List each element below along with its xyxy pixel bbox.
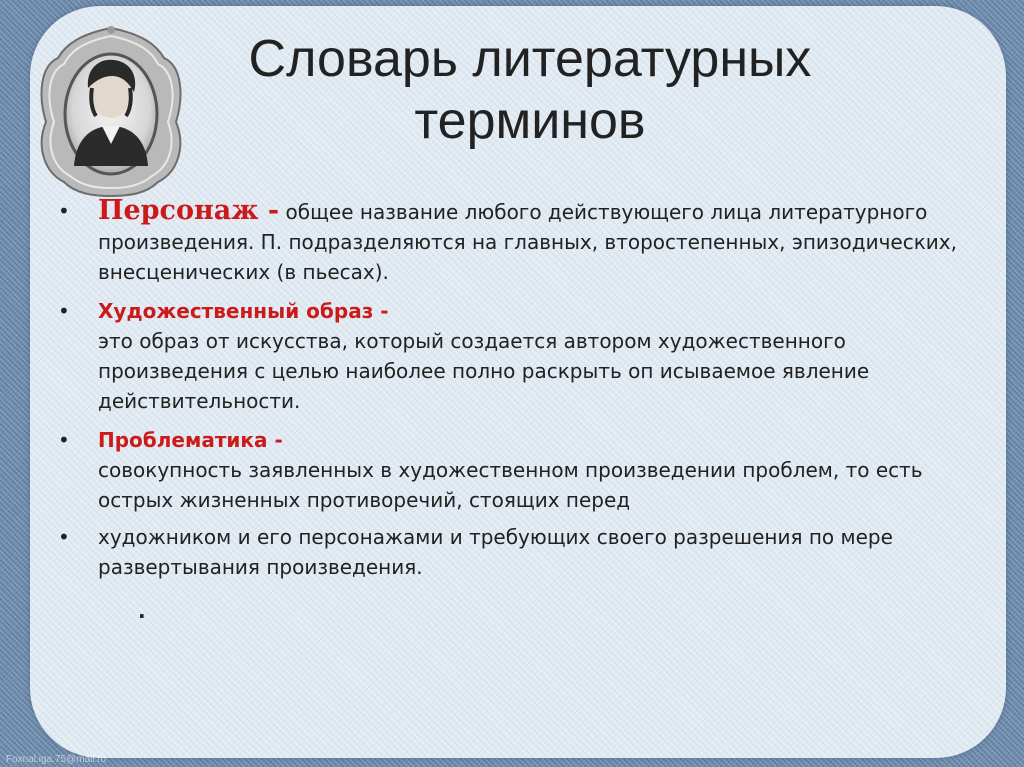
definition-continuation: художником и его персонажами и требующих своего разрешения по мере развертывания произведения. [98, 525, 893, 579]
term-list [58, 196, 978, 626]
list-item-obraz [58, 296, 978, 416]
trailing-dot-text: . [138, 599, 146, 623]
term-obraz: Художественный образ - [98, 299, 389, 323]
list-item-problematika [58, 425, 978, 515]
bullet: • [58, 428, 70, 452]
term-problematika: Проблематика - [98, 428, 283, 452]
bullet: • [58, 525, 70, 549]
list-item-continuation [58, 522, 978, 582]
bullet: • [58, 299, 70, 323]
watermark: Foxnal.iga.75@mail.ru [6, 754, 107, 765]
trailing-dot [58, 596, 978, 626]
list-item-personazh [58, 196, 978, 287]
definition-problematika: совокупность заявленных в художественном произведении проблем, то есть острых жизненных противоречий, стоящих перед [98, 458, 923, 512]
bullet: • [58, 199, 70, 223]
definition-obraz: это образ от искусства, который создается автором художественного произведения с целью наиболее полно раскрыть оп исываемое явление действительности. [98, 329, 870, 413]
term-personazh: Персонаж - [98, 195, 280, 226]
definition-personazh: общее название любого действующего лица литературного произведения. П. подразделяются на главных, второстепенных, эпизодических, внесценических (в пьесах). [98, 200, 957, 284]
page-title: Словарь литературных терминов [248, 30, 812, 150]
